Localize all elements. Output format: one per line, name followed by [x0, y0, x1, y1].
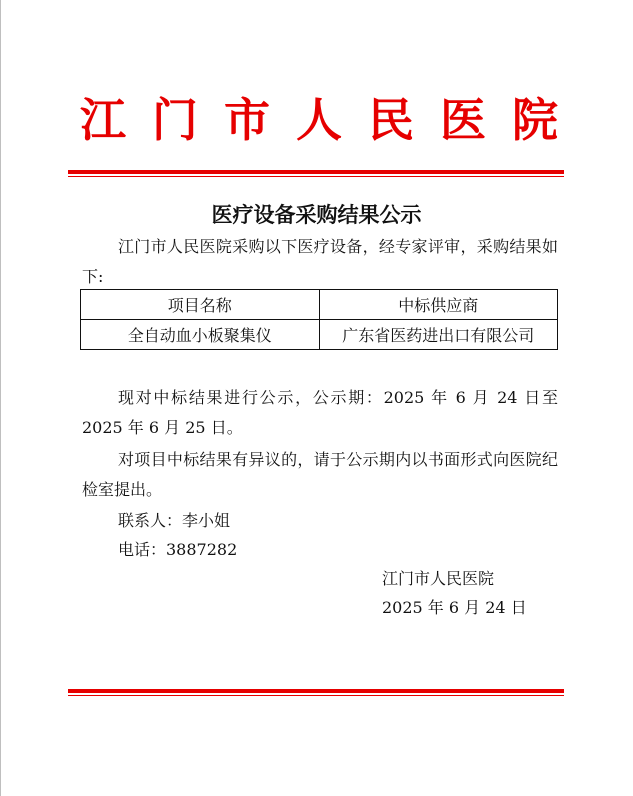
- table-cell-supplier: 广东省医药进出口有限公司: [319, 320, 558, 350]
- table-cell-project: 全自动血小板聚集仪: [81, 320, 320, 350]
- objection-paragraph: 对项目中标结果有异议的，请于公示期内以书面形式向医院纪检室提出。: [82, 450, 558, 499]
- footer-divider-thick: [68, 689, 564, 693]
- column-header-project: 项目名称: [81, 290, 320, 320]
- contact-person: 联系人：李小姐: [118, 511, 231, 530]
- header-divider-thick: [68, 170, 564, 174]
- page-edge: [0, 0, 1, 796]
- document-title: 医疗设备采购结果公示: [211, 202, 422, 227]
- notice-period-paragraph: 现对中标结果进行公示，公示期：2025 年 6 月 24 日至 2025 年 6 月 25 日。: [82, 388, 558, 437]
- table-row: [81, 320, 558, 350]
- footer-divider-thin: [68, 695, 564, 696]
- header-divider-thin: [68, 176, 564, 177]
- signature-date: 2025 年 6 月 24 日: [382, 598, 527, 617]
- contact-phone: 电话：3887282: [118, 540, 238, 559]
- letterhead-title: 江门市人民医院: [80, 93, 584, 147]
- result-table: [80, 289, 558, 350]
- column-header-supplier: 中标供应商: [319, 290, 558, 320]
- table-header-row: [81, 290, 558, 320]
- intro-paragraph: 江门市人民医院采购以下医疗设备，经专家评审，采购结果如下:: [82, 237, 558, 286]
- signature-org: 江门市人民医院: [382, 569, 495, 588]
